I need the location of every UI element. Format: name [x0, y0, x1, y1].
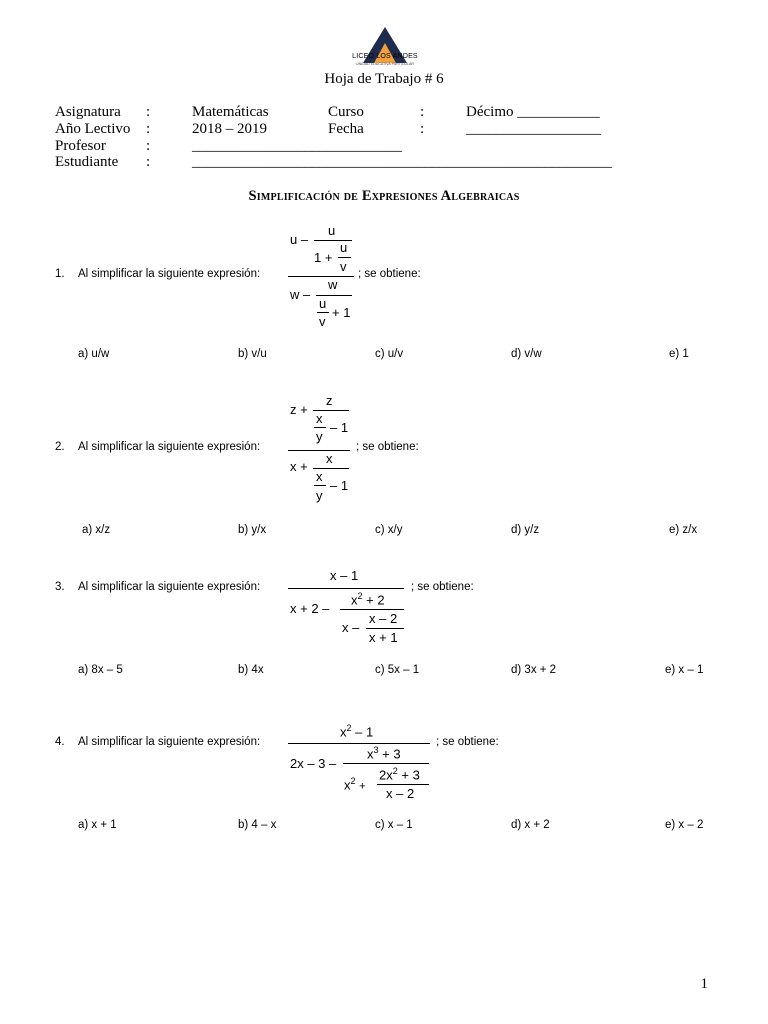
option-a: a) x/z: [82, 524, 111, 536]
estudiante-label: Estudiante: [55, 154, 119, 170]
option-c: c) u/v: [375, 348, 404, 360]
fraction-bar: [338, 257, 351, 258]
expr-term: + 1: [332, 305, 351, 320]
colon: :: [420, 121, 425, 137]
expr-term: $x^2 - 1$: [340, 723, 374, 740]
fraction-bar: [340, 609, 404, 610]
expr-term: $2x^2 + 3$: [379, 766, 420, 783]
expr-term: x – 2: [386, 786, 415, 801]
question-suffix: ; se obtiene:: [411, 581, 474, 593]
fraction-bar: [314, 427, 326, 428]
anio-lectivo-value: 2018 – 2019: [192, 121, 267, 137]
sheet-title: Hoja de Trabajo # 6: [324, 71, 444, 87]
profesor-value: ____________________________: [192, 138, 402, 154]
expr-term: 1 +: [314, 250, 333, 265]
expr-term: y: [316, 488, 323, 503]
question-prompt: Al simplificar la siguiente expresión:: [78, 441, 261, 453]
fecha-label: Fecha: [328, 121, 364, 137]
expr-term: $x^3 + 3$: [367, 745, 401, 762]
option-a: a) 8x – 5: [78, 664, 123, 676]
expr-term: – 1: [330, 478, 349, 493]
expr-term: x: [316, 469, 323, 484]
expr-term: v: [319, 314, 326, 329]
option-e: e) 1: [669, 348, 689, 360]
expr-term: w –: [290, 287, 311, 302]
expr-term: u –: [290, 232, 309, 247]
colon: :: [146, 138, 151, 154]
logo-subtitle: UNIDAD EDUCATIVA PARTICULAR: [355, 62, 415, 66]
fecha-value: __________________: [466, 121, 601, 137]
question-suffix: ; se obtiene:: [358, 268, 421, 280]
expr-term: 2x – 3 –: [290, 756, 337, 771]
main-fraction-bar: [288, 450, 350, 451]
question-suffix: ; se obtiene:: [436, 736, 499, 748]
question-number: 2.: [55, 441, 65, 453]
option-d: d) x + 2: [511, 819, 550, 831]
curso-label: Curso: [328, 104, 364, 120]
option-c: c) 5x – 1: [375, 664, 420, 676]
fraction-bar: [366, 628, 404, 629]
question-prompt: Al simplificar la siguiente expresión:: [78, 736, 261, 748]
fraction-bar: [314, 485, 326, 486]
expr-term: x –: [342, 620, 360, 635]
expr-term: $x^2 + 2$: [351, 591, 385, 608]
option-e: e) x – 2: [665, 819, 704, 831]
profesor-label: Profesor: [55, 138, 106, 154]
expr-term: x: [326, 451, 333, 466]
expr-term: x – 2: [369, 611, 398, 626]
main-fraction-bar: [288, 588, 404, 589]
question-number: 3.: [55, 581, 65, 593]
expr-term: v: [340, 259, 347, 274]
option-d: d) v/w: [511, 348, 542, 360]
question-suffix: ; se obtiene:: [356, 441, 419, 453]
expr-term: x + 2 –: [290, 601, 330, 616]
option-d: d) 3x + 2: [511, 664, 557, 676]
curso-value: Décimo ___________: [466, 104, 600, 120]
expr-term: u: [319, 296, 327, 311]
anio-lectivo-label: Año Lectivo: [55, 121, 131, 137]
expr-term: x: [316, 411, 323, 426]
asignatura-label: Asignatura: [55, 104, 121, 120]
expr-term: w: [328, 277, 338, 292]
option-b: b) y/x: [238, 524, 267, 536]
expr-term: $x^2$ +: [344, 776, 366, 793]
option-a: a) u/w: [78, 348, 110, 360]
colon: :: [146, 154, 151, 170]
page-number: 1: [700, 976, 708, 992]
colon: :: [146, 104, 151, 120]
question-prompt: Al simplificar la siguiente expresión:: [78, 581, 261, 593]
expr-term: – 1: [330, 420, 349, 435]
main-fraction-bar: [288, 276, 354, 277]
option-a: a) x + 1: [78, 819, 117, 831]
expr-term: u: [340, 240, 348, 255]
expr-term: y: [316, 429, 323, 444]
logo-name: LICEO LOS ANDES: [352, 53, 418, 60]
question-number: 1.: [55, 268, 65, 280]
option-e: e) z/x: [669, 524, 698, 536]
expr-term: z +: [290, 402, 308, 417]
option-b: b) 4x: [238, 664, 264, 676]
expr-term: x – 1: [330, 568, 359, 583]
expr-term: x +: [290, 459, 308, 474]
expr-term: z: [326, 393, 333, 408]
option-e: e) x – 1: [665, 664, 704, 676]
option-c: c) x – 1: [375, 819, 413, 831]
question-prompt: Al simplificar la siguiente expresión:: [78, 268, 261, 280]
section-title: Simplificación de Expresiones Algebraicas: [248, 188, 520, 204]
option-b: b) v/u: [238, 348, 267, 360]
colon: :: [420, 104, 425, 120]
main-fraction-bar: [288, 743, 430, 744]
option-b: b) 4 – x: [238, 819, 277, 831]
option-c: c) x/y: [375, 524, 403, 536]
estudiante-value: ________________________________________________________: [192, 154, 612, 170]
question-number: 4.: [55, 736, 65, 748]
asignatura-value: Matemáticas: [192, 104, 269, 120]
fraction-bar: [343, 763, 429, 764]
fraction-bar: [377, 784, 429, 785]
expr-term: x + 1: [369, 630, 398, 645]
colon: :: [146, 121, 151, 137]
fraction-bar: [317, 312, 329, 313]
expr-term: u: [328, 223, 336, 238]
option-d: d) y/z: [511, 524, 540, 536]
